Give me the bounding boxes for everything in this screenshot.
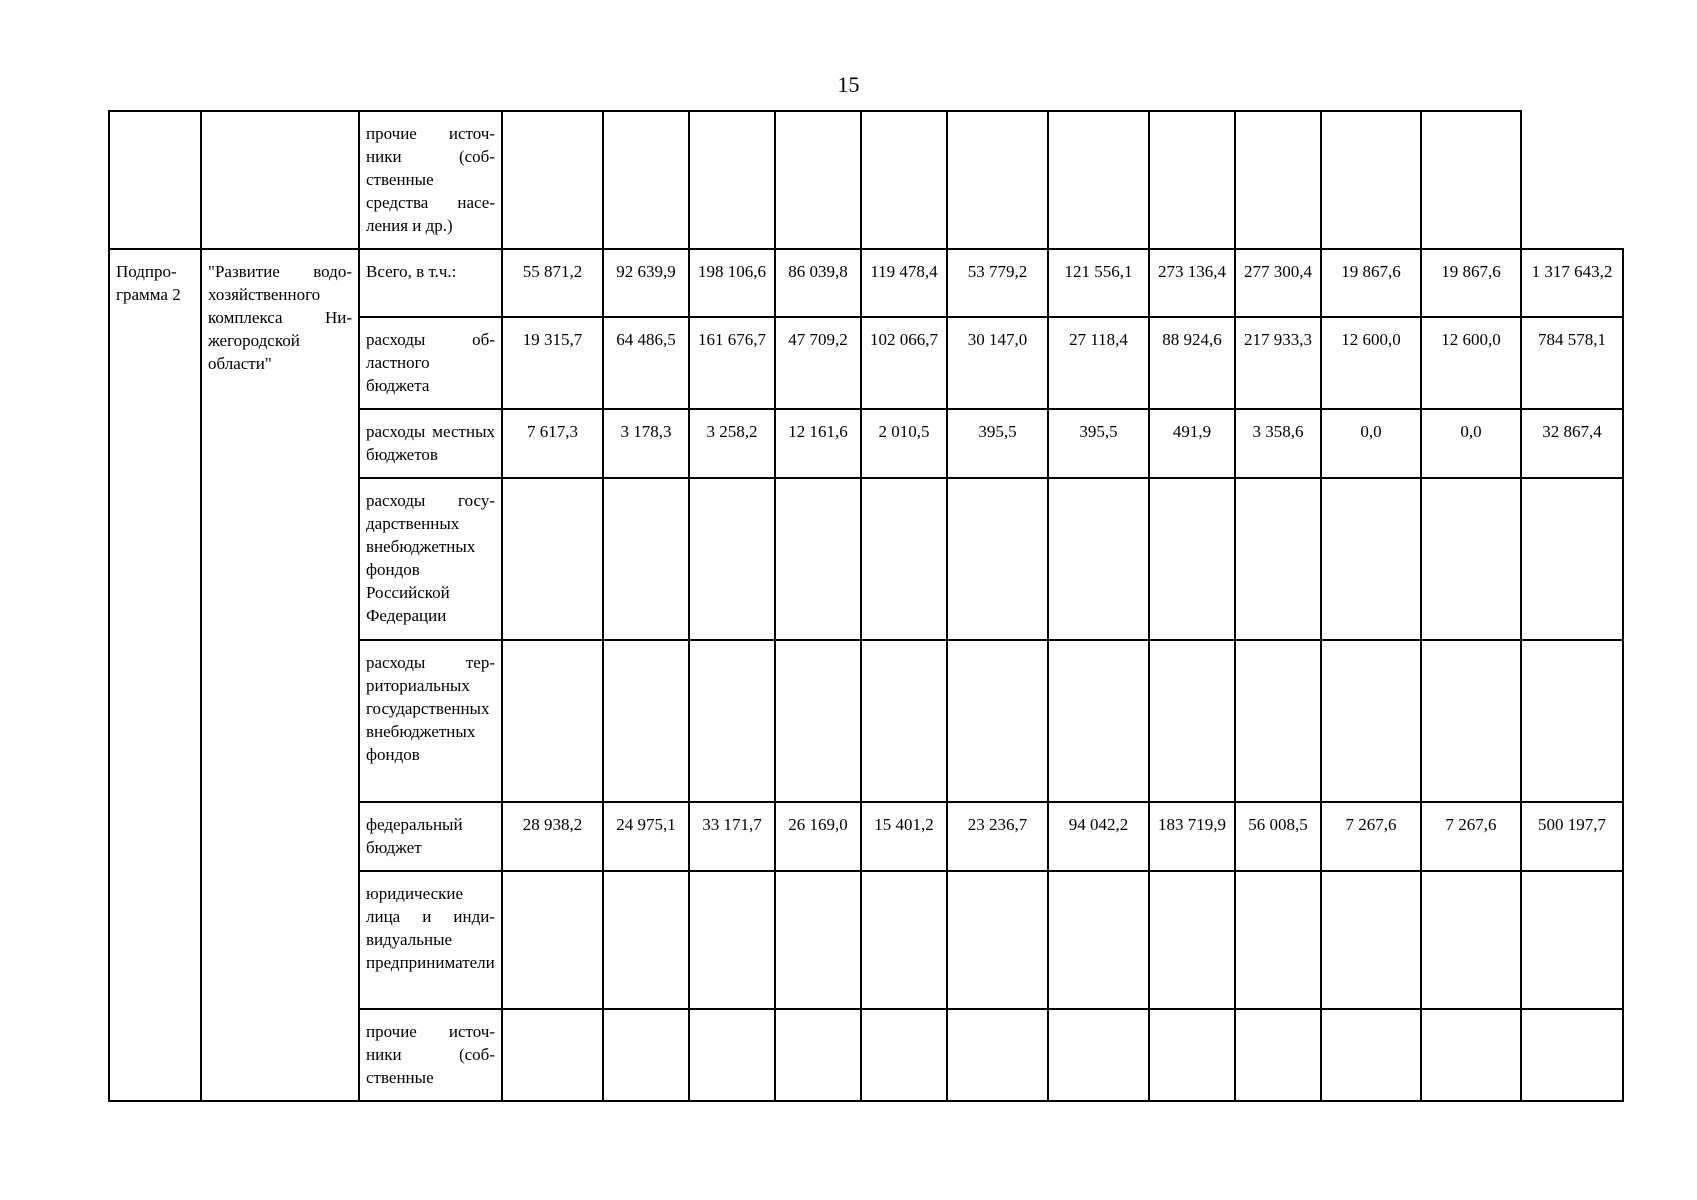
value-cell [603,640,689,802]
value-cell [1149,478,1235,640]
value-cell [1321,478,1421,640]
value-cell: 27 118,4 [1048,317,1149,409]
value-cell [502,111,603,249]
value-cell [947,111,1048,249]
value-cell [947,640,1048,802]
value-cell [775,478,861,640]
funding-source-label: юридические лица и индивидуальные предприниматели [359,871,502,1009]
value-cell [775,640,861,802]
value-cell [1149,640,1235,802]
value-cell [775,1009,861,1101]
funding-source-label: расходы областного бюджета [359,317,502,409]
value-cell [603,1009,689,1101]
value-cell: 198 106,6 [689,249,775,317]
subprogram-code: Подпрограмма 2 [109,249,201,1101]
value-cell: 3 358,6 [1235,409,1321,478]
value-cell [1321,871,1421,1009]
funding-source-label: расходы местных бюджетов [359,409,502,478]
value-cell [603,111,689,249]
value-cell [1235,871,1321,1009]
value-cell [1048,1009,1149,1101]
value-cell [603,478,689,640]
value-cell [1149,871,1235,1009]
value-cell [1521,1009,1623,1101]
cell-empty [201,111,359,249]
value-cell: 3 258,2 [689,409,775,478]
value-cell [1235,1009,1321,1101]
value-cell: 395,5 [947,409,1048,478]
value-cell: 12 600,0 [1321,317,1421,409]
table-body [109,111,1623,1101]
value-cell [689,111,775,249]
value-cell: 119 478,4 [861,249,947,317]
value-cell [502,871,603,1009]
value-cell [1421,1009,1521,1101]
value-cell [1321,111,1421,249]
value-cell [1048,871,1149,1009]
value-cell [947,478,1048,640]
value-cell: 53 779,2 [947,249,1048,317]
value-cell: 0,0 [1421,409,1521,478]
value-cell [689,478,775,640]
value-cell [1521,478,1623,640]
value-cell [689,640,775,802]
value-cell [1521,871,1623,1009]
value-cell [947,1009,1048,1101]
value-cell [502,1009,603,1101]
value-cell: 102 066,7 [861,317,947,409]
value-cell [1421,478,1521,640]
value-cell: 30 147,0 [947,317,1048,409]
page-number: 15 [837,72,860,97]
value-cell: 12 600,0 [1421,317,1521,409]
value-cell [1321,1009,1421,1101]
value-cell [861,478,947,640]
value-cell: 86 039,8 [775,249,861,317]
value-cell: 0,0 [1321,409,1421,478]
value-cell [861,111,947,249]
value-cell [1321,640,1421,802]
value-cell: 19 315,7 [502,317,603,409]
value-cell: 1 317 643,2 [1521,249,1623,317]
value-cell [861,640,947,802]
value-cell: 33 171,7 [689,802,775,871]
value-cell: 56 008,5 [1235,802,1321,871]
value-cell [689,871,775,1009]
value-cell [947,871,1048,1009]
value-cell [689,1009,775,1101]
value-cell: 273 136,4 [1149,249,1235,317]
value-cell: 161 676,7 [689,317,775,409]
value-cell: 47 709,2 [775,317,861,409]
value-cell: 19 867,6 [1421,249,1521,317]
value-cell [1421,871,1521,1009]
value-cell [1521,640,1623,802]
value-cell [1235,111,1321,249]
value-cell: 24 975,1 [603,802,689,871]
funding-source-label: прочие источники (собственные средства населения и др.) [359,111,502,249]
cell-empty [109,111,201,249]
value-cell [1048,478,1149,640]
value-cell: 217 933,3 [1235,317,1321,409]
value-cell [1235,478,1321,640]
funding-source-label: прочие источники (собственные [359,1009,502,1101]
value-cell [502,640,603,802]
value-cell: 121 556,1 [1048,249,1149,317]
value-cell: 7 617,3 [502,409,603,478]
value-cell [861,871,947,1009]
funding-source-label: федеральный бюджет [359,802,502,871]
value-cell [1421,640,1521,802]
value-cell: 3 178,3 [603,409,689,478]
table-row-other-sources-continued [109,111,1623,249]
value-cell: 491,9 [1149,409,1235,478]
value-cell: 7 267,6 [1321,802,1421,871]
value-cell: 784 578,1 [1521,317,1623,409]
funding-source-label: расходы государственных внебюджетных фондов Российской Федерации [359,478,502,640]
value-cell: 395,5 [1048,409,1149,478]
value-cell: 55 871,2 [502,249,603,317]
value-cell: 94 042,2 [1048,802,1149,871]
value-cell: 28 938,2 [502,802,603,871]
value-cell: 15 401,2 [861,802,947,871]
funding-source-label: Всего, в т.ч.: [359,249,502,317]
value-cell [1048,640,1149,802]
value-cell: 500 197,7 [1521,802,1623,871]
value-cell: 19 867,6 [1321,249,1421,317]
value-cell: 12 161,6 [775,409,861,478]
value-cell [775,111,861,249]
value-cell: 88 924,6 [1149,317,1235,409]
value-cell: 92 639,9 [603,249,689,317]
value-cell: 2 010,5 [861,409,947,478]
value-cell [1235,640,1321,802]
value-cell [1149,1009,1235,1101]
value-cell: 183 719,9 [1149,802,1235,871]
value-cell [1149,111,1235,249]
value-cell [861,1009,947,1101]
value-cell: 32 867,4 [1521,409,1623,478]
financing-table [108,110,1624,1102]
value-cell [1048,111,1149,249]
value-cell: 23 236,7 [947,802,1048,871]
value-cell [775,871,861,1009]
value-cell [603,871,689,1009]
value-cell: 64 486,5 [603,317,689,409]
value-cell: 26 169,0 [775,802,861,871]
value-cell [502,478,603,640]
table-row-total [109,249,1623,317]
value-cell [1421,111,1521,249]
subprogram-name: "Развитие водохозяйственного комплекса Нижегородской области" [201,249,359,1101]
value-cell: 277 300,4 [1235,249,1321,317]
value-cell: 7 267,6 [1421,802,1521,871]
funding-source-label: расходы территориальных государственных внебюджетных фондов [359,640,502,802]
